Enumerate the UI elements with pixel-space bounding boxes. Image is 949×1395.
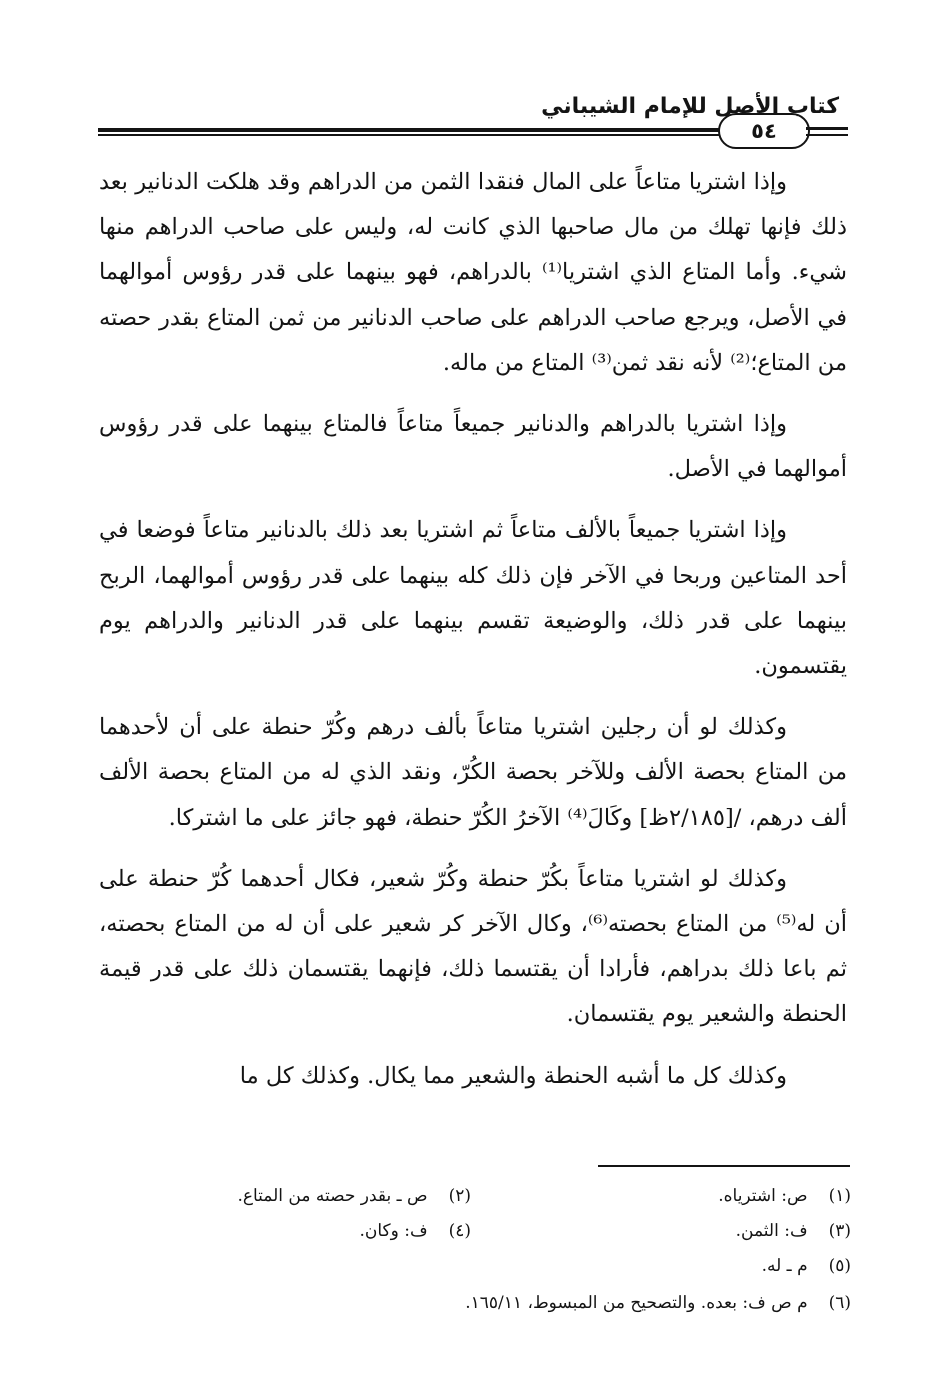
footnote-6 — [465, 1288, 851, 1318]
paragraph: وإذا اشتريا بالدراهم والدنانير جميعاً متاعاً فالمتاع بينهما على قدر رؤوس أموالهما في الأصل. — [99, 411, 847, 483]
footnote-number: (٣) — [828, 1221, 851, 1241]
footnote-1 — [718, 1181, 851, 1211]
running-title: كتاب الأصل للإمام الشيباني — [541, 94, 839, 119]
footnote-number: (٥) — [828, 1256, 851, 1276]
footnote-text: ف: الثمن. — [735, 1221, 808, 1241]
footnote-number: (١) — [828, 1186, 851, 1206]
footnote-rule — [598, 1165, 850, 1167]
footnote-text: ص ـ بقدر حصته من المتاع. — [237, 1186, 428, 1206]
header-rule-thick — [98, 128, 720, 132]
page-number-frame — [718, 113, 810, 149]
footnote-text: م ص ف: بعده. والتصحيح من المبسوط، ١٦٥/١١. — [465, 1293, 808, 1313]
footnote-text: ص: اشترياه. — [718, 1186, 808, 1206]
footnote-4 — [359, 1216, 471, 1246]
paragraph: وكذلك كل ما أشبه الحنطة والشعير مما يكال. وكذلك كل ما — [239, 1062, 787, 1089]
footnote-3 — [736, 1216, 851, 1246]
header-rule-tail-thin — [806, 134, 848, 136]
footnote-number: (٢) — [448, 1186, 471, 1206]
footnote-number: (٦) — [828, 1293, 851, 1313]
paragraph: وإذا اشتريا متاعاً على المال فنقدا الثمن من الدراهم وقد هلكت الدنانير بعد ذلك فإنها تهلك من مال صاحبها الذي كانت له، وليس على صاحب الدراهم منها شيء. وأما المتاع الذي اشتريا⁽¹⁾ بالدراهم، فهو بينهما على قدر رؤوس أموالهما في الأصل، ويرجع صاحب الدراهم على صاحب الدنانير من ثمن المتاع بقدر حصته من المتاع؛⁽²⁾ لأنه نقد ثمن⁽³⁾ المتاع من ماله. — [99, 169, 847, 376]
footnote-2 — [237, 1181, 471, 1211]
header-rule-tail — [806, 127, 848, 130]
paragraph: وكذلك لو اشتريا متاعاً بكُرّ حنطة وكُرّ شعير، فكال أحدهما كُرّ حنطة على أن له⁽⁵⁾ من المتاع بحصته⁽⁶⁾، وكال الآخر كر شعير على أن له من المتاع بحصته، ثم باعا ذلك بدراهم، فأرادا أن يقتسما ذلك، فإنهما يقتسمان ذلك على قدر قيمة الحنطة والشعير يوم يقتسمان. — [99, 865, 847, 1028]
body-text — [99, 160, 847, 1099]
paragraph: وإذا اشتريا جميعاً بالألف متاعاً ثم اشتريا بعد ذلك بالدنانير متاعاً فوضعا في أحد المتاعين وربحا في الآخر فإن ذلك كله بينهما على قدر رؤوس أموالهما، الربح بينهما على قدر ذلك، والوضيعة تقسم بينهما على قدر الدنانير والدراهم يوم يقتسمون. — [99, 517, 847, 680]
footnote-text: ف: وكان. — [359, 1221, 428, 1241]
header-rule-thin — [98, 134, 720, 136]
footnote-number: (٤) — [448, 1221, 471, 1241]
footnote-5 — [762, 1251, 851, 1281]
paragraph: وكذلك لو أن رجلين اشتريا متاعاً بألف درهم وكُرّ حنطة على أن لأحدهما من المتاع بحصة الألف وللآخر بحصة الكُرّ، ونقد الذي له من المتاع بحصة الألف ألف درهم، /[٢/١٨٥ظ] وكَالَ⁽⁴⁾ الآخرُ الكُرّ حنطة، فهو جائز على ما اشتركا. — [99, 714, 847, 831]
page-number: ٥٤ — [751, 118, 777, 143]
footnote-text: م ـ له. — [761, 1256, 808, 1276]
